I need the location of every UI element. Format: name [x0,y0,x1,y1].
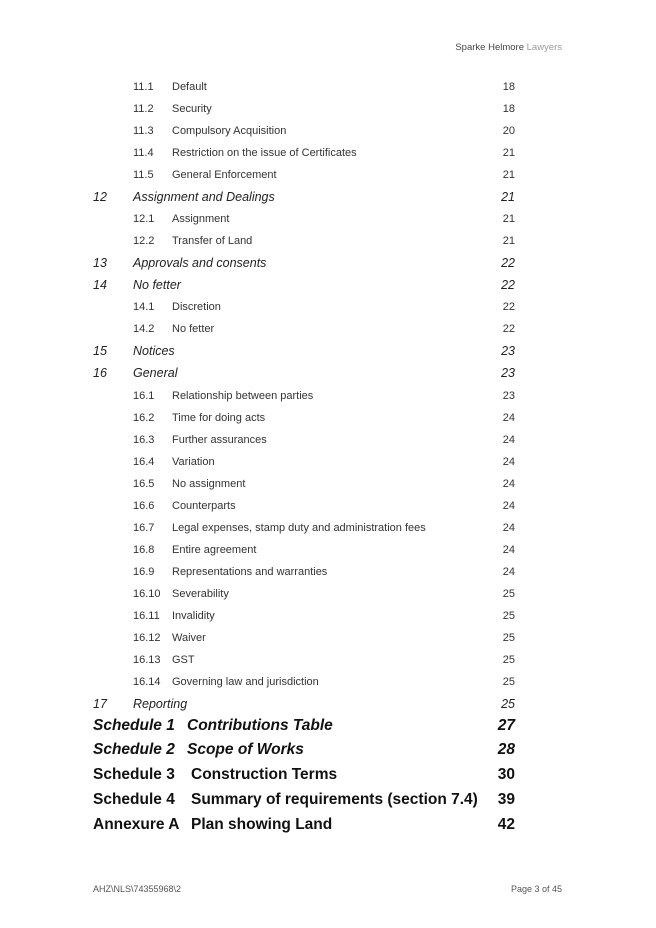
toc-page: 25 [502,588,515,600]
toc-title: No assignment [172,478,246,490]
toc-title: Further assurances [172,434,267,446]
toc-page: 28 [497,741,515,758]
toc-title: Variation [172,456,215,468]
toc-number: 13 [93,256,107,270]
toc-number: 12.2 [133,235,155,247]
toc-title: Notices [133,344,175,358]
toc-title: No fetter [133,278,181,292]
toc-title: No fetter [172,323,215,335]
toc-number: Annexure A [93,816,180,833]
toc-number: 16.5 [133,478,155,490]
toc-number: 16.10 [133,588,161,600]
toc-number: 16.8 [133,544,155,556]
toc-number: 16.14 [133,676,161,688]
toc-title: Governing law and jurisdiction [172,676,319,688]
toc-title: Counterparts [172,500,236,512]
toc-number: 16.6 [133,500,155,512]
toc-title: Invalidity [172,610,215,622]
document-reference: AHZ\NLS\74355968\2 [93,884,182,894]
toc-title: Waiver [172,632,206,644]
toc-number: 16.3 [133,434,155,446]
toc-title: Legal expenses, stamp duty and administration fees [172,522,426,534]
toc-page: 24 [502,412,515,424]
toc-title: Transfer of Land [172,235,253,247]
toc-number: 16.7 [133,522,155,534]
toc-page: 25 [502,676,515,688]
toc-page: 22 [501,256,515,270]
toc-number: 14 [93,278,107,292]
toc-page: 21 [502,213,515,225]
toc-title: Representations and warranties [172,566,328,578]
toc-number: 16.9 [133,566,155,578]
toc-page: 24 [502,456,515,468]
toc-page: 39 [497,791,515,808]
toc-number: 12 [93,190,107,204]
toc-page: 20 [502,125,515,137]
toc-title: GST [172,654,195,666]
toc-title: Assignment and Dealings [133,190,275,204]
toc-title: Entire agreement [172,544,257,556]
toc-page: 22 [502,323,515,335]
toc-number: 16.4 [133,456,155,468]
toc-page: 27 [497,717,515,734]
toc-number: 14.2 [133,323,155,335]
toc-page: 22 [501,278,515,292]
toc-title: Discretion [172,301,221,313]
toc-page: 23 [501,366,515,380]
toc-number: 14.1 [133,301,155,313]
toc-page: 25 [501,697,515,711]
toc-title: Plan showing Land [191,816,333,833]
toc-page: 30 [497,766,515,783]
toc-page: 24 [502,500,515,512]
toc-title: Approvals and consents [133,256,267,270]
toc-title: Default [172,81,207,93]
toc-number: 11.5 [133,169,154,181]
toc-title: Scope of Works [187,741,304,758]
toc-number: Schedule 3 [93,766,175,783]
toc-page: 23 [502,390,515,402]
toc-number: 16 [93,366,107,380]
toc-number: 16.12 [133,632,161,644]
toc-page: 21 [502,169,515,181]
toc-page: 24 [502,566,515,578]
toc-page: 21 [502,235,515,247]
toc-title: Reporting [133,697,188,711]
toc-number: Schedule 2 [93,741,175,758]
toc-number: Schedule 4 [93,791,175,808]
toc-title: Compulsory Acquisition [172,125,287,137]
toc-title: Security [172,103,212,115]
toc-number: 16.2 [133,412,155,424]
toc-title: Construction Terms [191,766,338,783]
toc-page: 21 [502,147,515,159]
toc-number: 16.11 [133,610,160,622]
toc-page: 25 [502,610,515,622]
page-header [455,42,562,53]
toc-number: 11.2 [133,103,154,115]
toc-title: Severability [172,588,229,600]
firm-name: Sparke Helmore [455,42,524,53]
toc-page: 21 [501,190,515,204]
toc-page: 24 [502,544,515,556]
toc-page: 42 [497,816,515,833]
toc-title: Summary of requirements (section 7.4) [191,791,478,808]
toc-page: 18 [502,103,515,115]
toc-number: Schedule 1 [93,717,175,734]
toc-number: 12.1 [133,213,155,225]
toc-title: Assignment [172,213,230,225]
toc-number: 11.4 [133,147,154,159]
toc-page: 23 [501,344,515,358]
toc-number: 17 [93,697,107,711]
toc-page: 25 [502,632,515,644]
toc-title: General [133,366,178,380]
toc-page: 22 [502,301,515,313]
toc-title: General Enforcement [172,169,277,181]
toc-number: 11.1 [133,81,154,93]
toc-page: 24 [502,522,515,534]
toc-page: 25 [502,654,515,666]
page-number: Page 3 of 45 [510,884,562,894]
toc-number: 16.1 [133,390,155,402]
toc-title: Relationship between parties [172,390,314,402]
toc-number: 16.13 [133,654,161,666]
toc-title: Contributions Table [187,717,333,734]
firm-suffix: Lawyers [526,42,562,53]
toc-page: 24 [502,434,515,446]
toc-page: 18 [502,81,515,93]
toc-number: 15 [93,344,107,358]
toc-title: Time for doing acts [172,412,266,424]
toc-page: 24 [502,478,515,490]
toc-title: Restriction on the issue of Certificates [172,147,357,159]
toc-number: 11.3 [133,125,154,137]
